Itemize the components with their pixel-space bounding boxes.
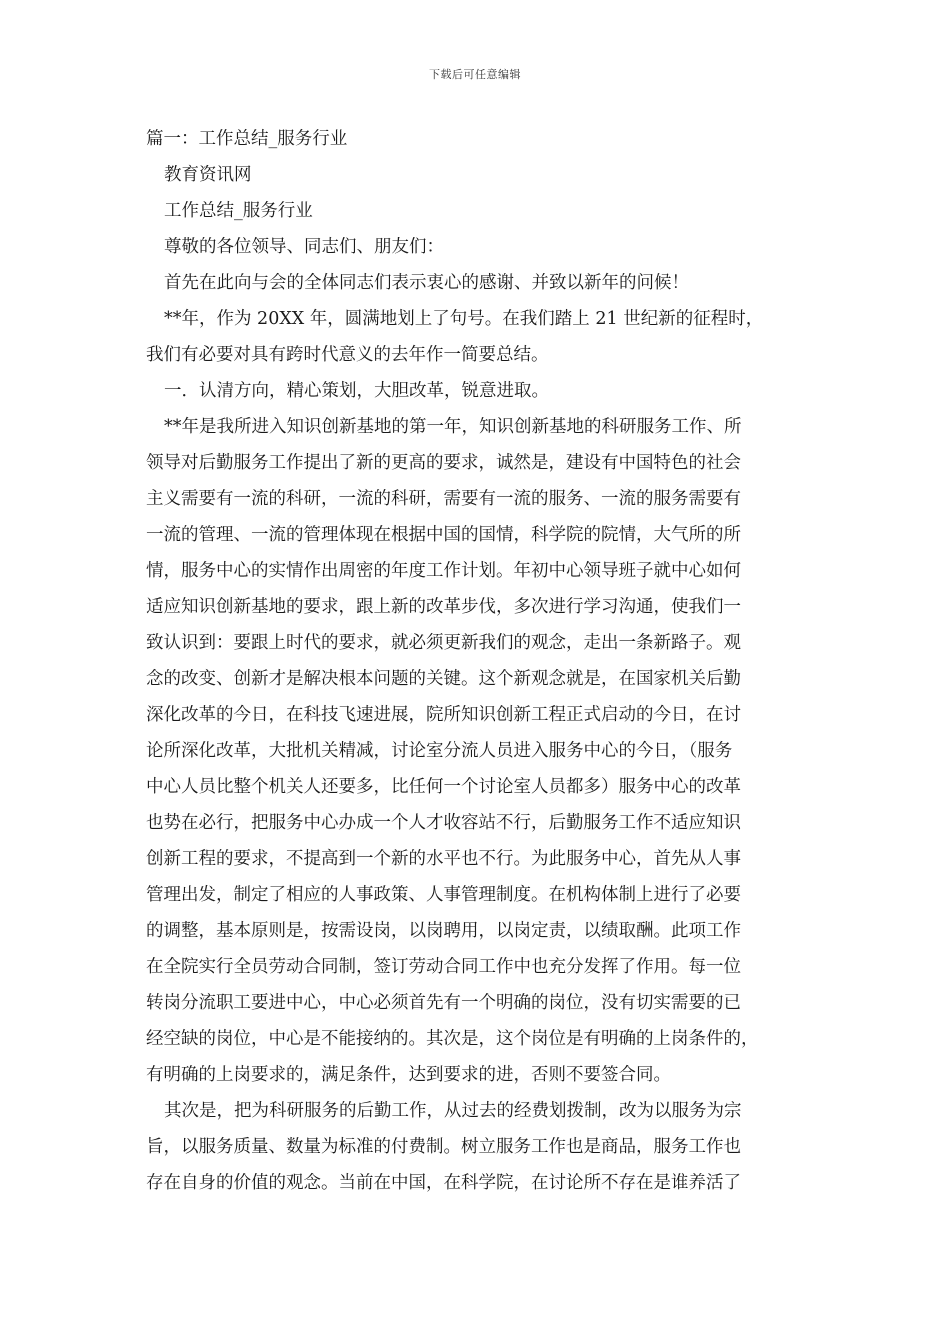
text-line: 的调整，基本原则是，按需设岗，以岗聘用，以岗定责，以绩取酬。此项工作 <box>146 921 741 941</box>
text-line: 致认识到：要跟上时代的要求，就必须更新我们的观念，走出一条新路子。观 <box>146 633 741 653</box>
document-title: 篇一：工作总结_服务行业 <box>146 129 348 149</box>
text-line: 领导对后勤服务工作提出了新的更高的要求，诚然是，建设有中国特色的社会 <box>146 453 741 473</box>
document-body <box>146 124 808 1204</box>
text-line: 其次是，把为科研服务的后勤工作，从过去的经费划拨制，改为以服务为宗 <box>164 1101 742 1121</box>
text-line: **年是我所进入知识创新基地的第一年，知识创新基地的科研服务工作、所 <box>164 417 742 437</box>
text-line: 旨，以服务质量、数量为标准的付费制。树立服务工作也是商品，服务工作也 <box>146 1137 741 1157</box>
text-line: 工作总结_服务行业 <box>164 201 313 221</box>
text-line: 在全院实行全员劳动合同制，签订劳动合同工作中也充分发挥了作用。每一位 <box>146 957 741 977</box>
text-line: 我们有必要对具有跨时代意义的去年作一简要总结。 <box>146 345 549 365</box>
text-line: 尊敬的各位领导、同志们、朋友们： <box>164 237 444 257</box>
text-line: 经空缺的岗位，中心是不能接纳的。其次是，这个岗位是有明确的上岗条件的， <box>146 1029 759 1049</box>
text-line: 情，服务中心的实情作出周密的年度工作计划。年初中心领导班子就中心如何 <box>146 561 741 581</box>
text-line: 论所深化改革，大批机关精减，讨论室分流人员进入服务中心的今日，（服务 <box>146 741 733 761</box>
text-line: 主义需要有一流的科研，一流的科研，需要有一流的服务、一流的服务需要有 <box>146 489 741 509</box>
page-header-note: 下载后可任意编辑 <box>429 68 521 81</box>
text-line: **年，作为 20XX 年，圆满地划上了句号。在我们踏上 21 世纪新的征程时， <box>164 309 764 329</box>
text-line: 一．认清方向，精心策划，大胆改革，锐意进取。 <box>164 381 549 401</box>
text-line: 管理出发，制定了相应的人事政策、人事管理制度。在机构体制上进行了必要 <box>146 885 741 905</box>
text-line: 首先在此向与会的全体同志们表示衷心的感谢、并致以新年的问候！ <box>164 273 689 293</box>
text-line: 有明确的上岗要求的，满足条件，达到要求的进，否则不要签合同。 <box>146 1065 671 1085</box>
text-line: 深化改革的今日，在科技飞速进展，院所知识创新工程正式启动的今日，在讨 <box>146 705 741 725</box>
text-line: 也势在必行，把服务中心办成一个人才收容站不行，后勤服务工作不适应知识 <box>146 813 741 833</box>
text-line: 存在自身的价值的观念。当前在中国，在科学院，在讨论所不存在是谁养活了 <box>146 1173 741 1193</box>
text-line: 念的改变、创新才是解决根本问题的关键。这个新观念就是，在国家机关后勤 <box>146 669 741 689</box>
text-line: 中心人员比整个机关人还要多，比任何一个讨论室人员都多）服务中心的改革 <box>146 777 741 797</box>
text-line: 教育资讯网 <box>164 165 252 185</box>
text-line: 创新工程的要求，不提高到一个新的水平也不行。为此服务中心，首先从人事 <box>146 849 741 869</box>
text-line: 适应知识创新基地的要求，跟上新的改革步伐，多次进行学习沟通，使我们一 <box>146 597 741 617</box>
text-line: 一流的管理、一流的管理体现在根据中国的国情，科学院的院情，大气所的所 <box>146 525 741 545</box>
text-line: 转岗分流职工要进中心，中心必须首先有一个明确的岗位，没有切实需要的已 <box>146 993 741 1013</box>
